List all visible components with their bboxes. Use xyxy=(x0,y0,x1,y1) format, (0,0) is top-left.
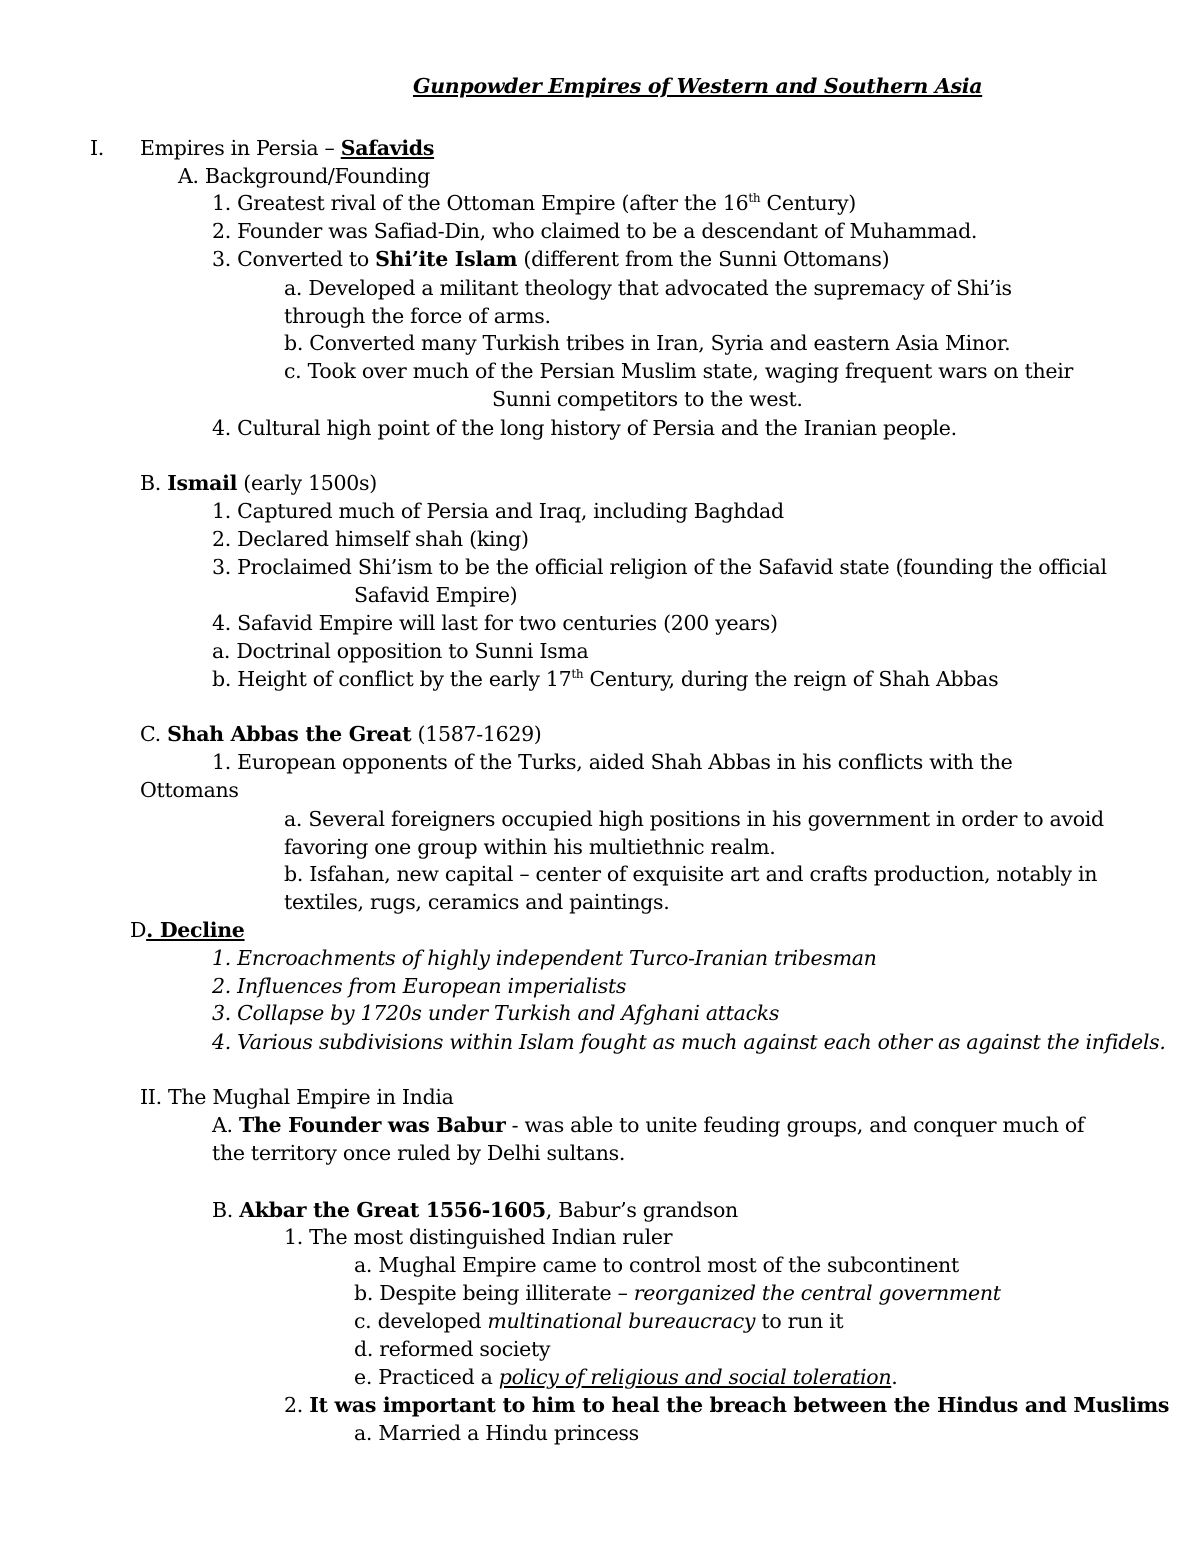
item-text: b. Height of conflict by the early 17 xyxy=(212,667,572,691)
outline-item: 4. Cultural high point of the long history of Persia and the Iranian people. xyxy=(212,416,957,440)
outline-item: 2. Declared himself shah (king) xyxy=(212,527,529,551)
item-text: Century, during the reign of Shah Abbas xyxy=(583,667,999,691)
outline-subitem: a. Doctrinal opposition to Sunni Isma xyxy=(212,639,589,663)
outline-item-cont: Ottomans xyxy=(140,778,239,802)
heading-text: (early 1500s) xyxy=(237,471,377,495)
subsection-1a-heading: A. Background/Founding xyxy=(178,164,430,188)
page-title: Gunpowder Empires of Western and Southern Asia xyxy=(413,74,983,98)
item-italic: reorganized the central government xyxy=(633,1281,1001,1305)
subsection-1b-heading xyxy=(140,469,377,497)
item-bold: It was important to him to heal the breach between the Hindus and Muslims xyxy=(309,1393,1170,1417)
heading-bold: The Founder was Babur xyxy=(238,1113,506,1137)
item-text: b. Despite being illiterate – xyxy=(354,1281,634,1305)
superscript: th xyxy=(571,667,584,681)
item-text: (different from the Sunni Ottomans) xyxy=(517,247,890,271)
subsection-1c-heading xyxy=(140,720,542,748)
outline-subitem-cont: Sunni competitors to the west. xyxy=(492,387,803,411)
outline-subitem: a. Mughal Empire came to control most of the subcontinent xyxy=(354,1253,959,1277)
section-2-heading: II. The Mughal Empire in India xyxy=(140,1085,454,1109)
subsection-1d-heading xyxy=(130,916,245,944)
superscript: th xyxy=(748,191,761,205)
heading-text: A. xyxy=(212,1113,239,1137)
outline-item xyxy=(212,245,889,273)
item-italic: multinational bureaucracy xyxy=(487,1309,756,1333)
heading-text: B. xyxy=(140,471,168,495)
heading-bold: Akbar the Great 1556-1605 xyxy=(239,1198,546,1222)
item-italic-underlined: policy of religious and social toleration xyxy=(498,1365,892,1389)
item-text: to run it xyxy=(755,1309,844,1333)
outline-subitem: a. Developed a militant theology that advocated the supremacy of Shi’is xyxy=(284,276,1012,300)
outline-subitem: c. Took over much of the Persian Muslim state, waging frequent wars on their xyxy=(284,359,1073,383)
item-text: e. Practiced a xyxy=(354,1365,499,1389)
outline-item: 4. Various subdivisions within Islam fought as much against each other as against the infidels. xyxy=(212,1030,1166,1054)
item-text: Century) xyxy=(760,191,856,215)
outline-subitem-cont: textiles, rugs, ceramics and paintings. xyxy=(284,890,670,914)
outline-item: 2. Founder was Safiad-Din, who claimed to be a descendant of Muhammad. xyxy=(212,219,978,243)
outline-item-cont: the territory once ruled by Delhi sultans. xyxy=(212,1141,626,1165)
outline-subitem: b. Converted many Turkish tribes in Iran, Syria and eastern Asia Minor. xyxy=(284,331,1011,355)
item-text: c. developed xyxy=(354,1309,488,1333)
item-text: . xyxy=(891,1365,898,1389)
outline-subitem xyxy=(354,1279,1001,1307)
outline-item: 1. Encroachments of highly independent Turco-Iranian tribesman xyxy=(212,946,877,970)
heading-text: , Babur’s grandson xyxy=(545,1198,738,1222)
item-text: 1. Greatest rival of the Ottoman Empire (after the 16 xyxy=(212,191,749,215)
outline-subitem-cont: favoring one group within his multiethnic realm. xyxy=(284,835,776,859)
heading-text: - was able to unite feuding groups, and conquer much of xyxy=(505,1113,1085,1137)
outline-item xyxy=(284,1391,1169,1419)
heading-bold: Shah Abbas the Great xyxy=(167,722,412,746)
item-text: 3. Converted to xyxy=(212,247,376,271)
heading-bold: Ismail xyxy=(167,471,238,495)
outline-item: 1. The most distinguished Indian ruler xyxy=(284,1225,673,1249)
item-text: 2. xyxy=(284,1393,310,1417)
outline-subitem: d. reformed society xyxy=(354,1337,551,1361)
heading-text: (1587-1629) xyxy=(411,722,542,746)
outline-item: 4. Safavid Empire will last for two centuries (200 years) xyxy=(212,611,778,635)
item-bold: Shi’ite Islam xyxy=(375,247,518,271)
section-1-heading-bold: Safavids xyxy=(340,136,435,160)
outline-item: 3. Collapse by 1720s under Turkish and Afghani attacks xyxy=(212,1001,780,1025)
heading-text: B. xyxy=(212,1198,240,1222)
outline-subitem xyxy=(212,665,998,693)
heading-text: D xyxy=(130,918,147,942)
outline-subitem: a. Several foreigners occupied high positions in his government in order to avoid xyxy=(284,807,1104,831)
subsection-2a-heading xyxy=(212,1111,1084,1139)
section-1-number: I. xyxy=(90,136,105,160)
outline-subitem: b. Isfahan, new capital – center of exquisite art and crafts production, notably in xyxy=(284,862,1098,886)
outline-subitem xyxy=(354,1363,897,1391)
outline-item: 1. Captured much of Persia and Iraq, including Baghdad xyxy=(212,499,784,523)
outline-subitem xyxy=(354,1307,843,1335)
outline-item: 1. European opponents of the Turks, aided Shah Abbas in his conflicts with the xyxy=(212,750,1013,774)
outline-subitem: a. Married a Hindu princess xyxy=(354,1421,639,1445)
outline-item: 3. Proclaimed Shi’ism to be the official religion of the Safavid state (founding the official xyxy=(212,555,1107,579)
outline-item: 2. Influences from European imperialists xyxy=(212,974,627,998)
subsection-2b-heading xyxy=(212,1196,738,1224)
outline-item-cont: Safavid Empire) xyxy=(354,583,518,607)
heading-bold: . Decline xyxy=(146,918,245,942)
section-1-heading xyxy=(140,134,434,162)
outline-item xyxy=(212,189,856,217)
outline-subitem-cont: through the force of arms. xyxy=(284,304,551,328)
section-1-heading-text: Empires in Persia – xyxy=(140,136,341,160)
heading-text: C. xyxy=(140,722,168,746)
